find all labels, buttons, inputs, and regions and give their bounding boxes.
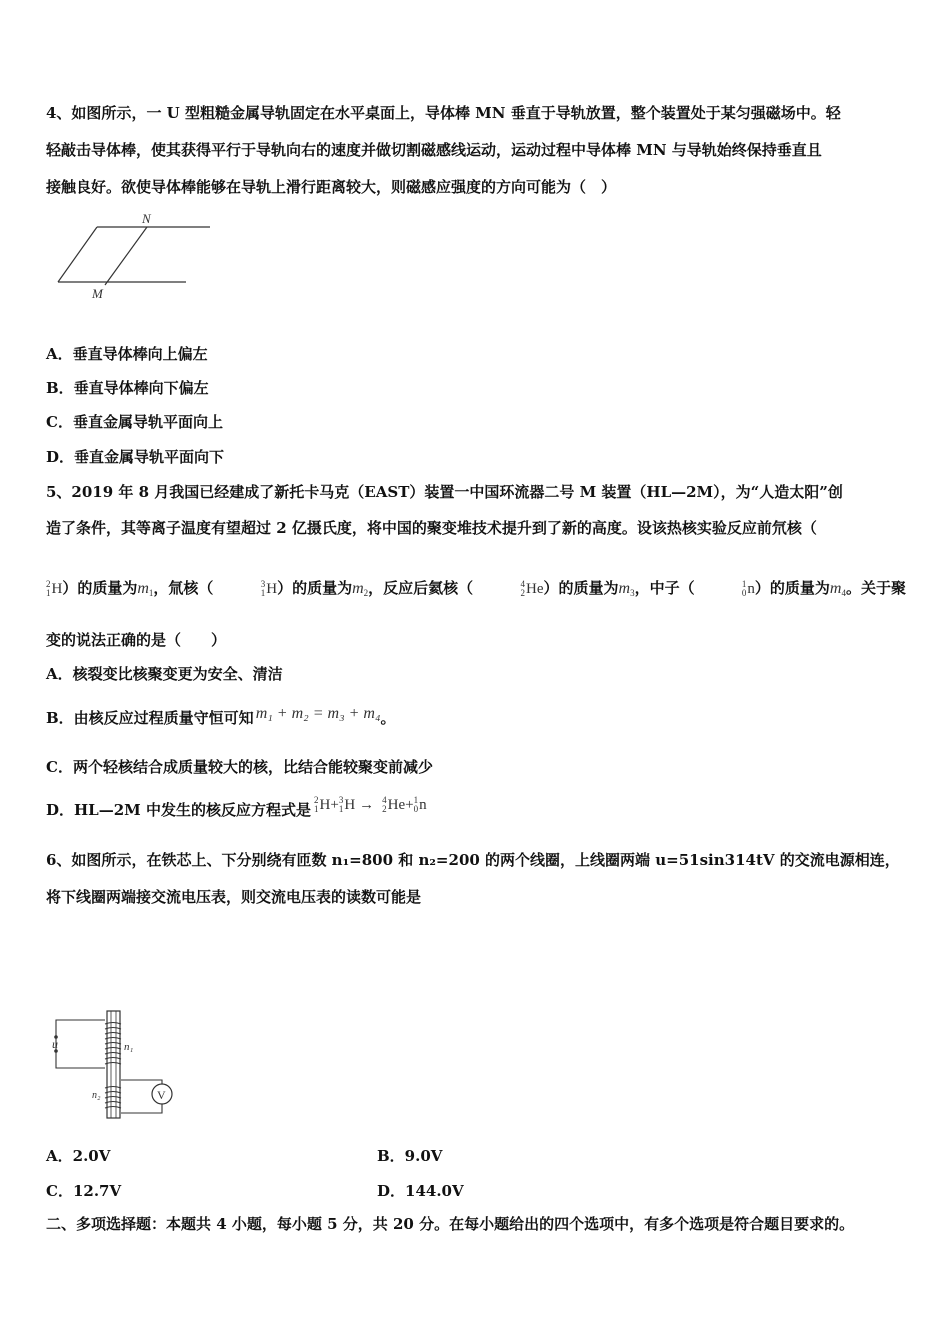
- q4-option-d: D．垂直金属导轨平面向下: [46, 448, 225, 466]
- q6-option-d: D．144.0V: [377, 1182, 464, 1200]
- q4-line2: 轻敲击导体棒，使其获得平行于导轨向右的速度并做切割磁感线运动，运动过程中导体棒 MN 与导轨始终保持垂直且: [46, 141, 822, 159]
- deuterium-symbol: 2 1 H: [46, 579, 63, 598]
- mass-m3: $m_3$: [618, 580, 635, 598]
- transformer-diagram: [48, 1008, 183, 1121]
- q5-line3: [46, 578, 906, 603]
- deuterium-term: 2 1 H ）的质量为$m_1$，氚核（: [46, 579, 214, 598]
- q6-option-c: C．12.7V: [46, 1182, 122, 1200]
- mass-m2: $m_2$: [352, 580, 369, 598]
- label-n: N: [142, 211, 151, 226]
- q6-option-a: A．2.0V: [46, 1147, 111, 1165]
- section-2-heading: 二、多项选择题：本题共 4 小题，每小题 5 分，共 20 分。在每小题给出的四个选项中，有多个选项是符合题目要求的。: [46, 1215, 855, 1233]
- q4-line3: 接触良好。欲使导体棒能够在导轨上滑行距离较大，则磁感应强度的方向可能为（ ）: [46, 178, 617, 196]
- label-u: u: [52, 1037, 58, 1051]
- q5-option-c: C．两个轻核结合成质量较大的核，比结合能较聚变前减少: [46, 758, 433, 776]
- helium-symbol: 4 2 He: [520, 579, 544, 598]
- mass-m1: $m_1$: [137, 580, 154, 598]
- q4-option-c: C．垂直金属导轨平面向上: [46, 413, 223, 431]
- mass-equation: m₁ + m₂ = m₃ + m₄: [255, 705, 381, 722]
- neutron-term: 1 0 n ）的质量为$m_4$。关于聚: [741, 579, 906, 598]
- q5-option-b: B．由核反应过程质量守恒可知 m₁ + m₂ = m₃ + m₄。: [46, 705, 396, 727]
- q5-line1: 5、2019 年 8 月我国已经建成了新托卡马克（EAST）装置一中国环流器二号 M 装置（HL—2M），为“人造太阳”创: [46, 483, 843, 501]
- label-m: M: [92, 286, 103, 301]
- tritium-symbol: 3 1 H: [260, 579, 278, 598]
- q5-option-a: A．核裂变比核聚变更为安全、清洁: [46, 665, 283, 683]
- mass-m4: $m_4$: [829, 580, 846, 598]
- tritium-term: 3 1 H ）的质量为$m_2$，反应后氦核（: [260, 579, 474, 598]
- q5-line2: 造了条件，其等离子温度有望超过 2 亿摄氏度，将中国的聚变堆技术提升到了新的高度。设该热核实验反应前氘核（: [46, 519, 817, 537]
- helium-term: 4 2 He ）的质量为$m_3$，中子（: [520, 579, 695, 598]
- rail-diagram: [50, 208, 220, 303]
- label-n1: n₁: [124, 1041, 134, 1053]
- label-v: V: [157, 1088, 166, 1102]
- neutron-symbol: 1 0 n: [741, 579, 755, 598]
- label-n2: n₂: [92, 1090, 101, 1101]
- q5-option-d: D．HL—2M 中发生的核反应方程式是 2 1 H + 3 1 H → 4 2 He + 1 0 n: [46, 795, 427, 819]
- q6-option-b: B．9.0V: [377, 1147, 443, 1165]
- q6-line1: 6、如图所示，在铁芯上、下分别绕有匝数 n₁=800 和 n₂=200 的两个线圈，上线圈两端 u=51sin314tV 的交流电源相连，: [46, 851, 900, 869]
- reaction-equation: 2 1 H + 3 1 H → 4 2 He + 1 0 n: [314, 795, 427, 814]
- q4-option-a: A．垂直导体棒向上偏左: [46, 345, 208, 363]
- q5-line4: 变的说法正确的是（ ）: [46, 631, 227, 649]
- q4-option-b: B．垂直导体棒向下偏左: [46, 379, 209, 397]
- q4-line1: 4、如图所示，一 U 型粗糙金属导轨固定在水平桌面上，导体棒 MN 垂直于导轨放置，整个装置处于某匀强磁场中。轻: [46, 104, 841, 122]
- q6-line2: 将下线圈两端接交流电压表，则交流电压表的读数可能是: [46, 888, 422, 906]
